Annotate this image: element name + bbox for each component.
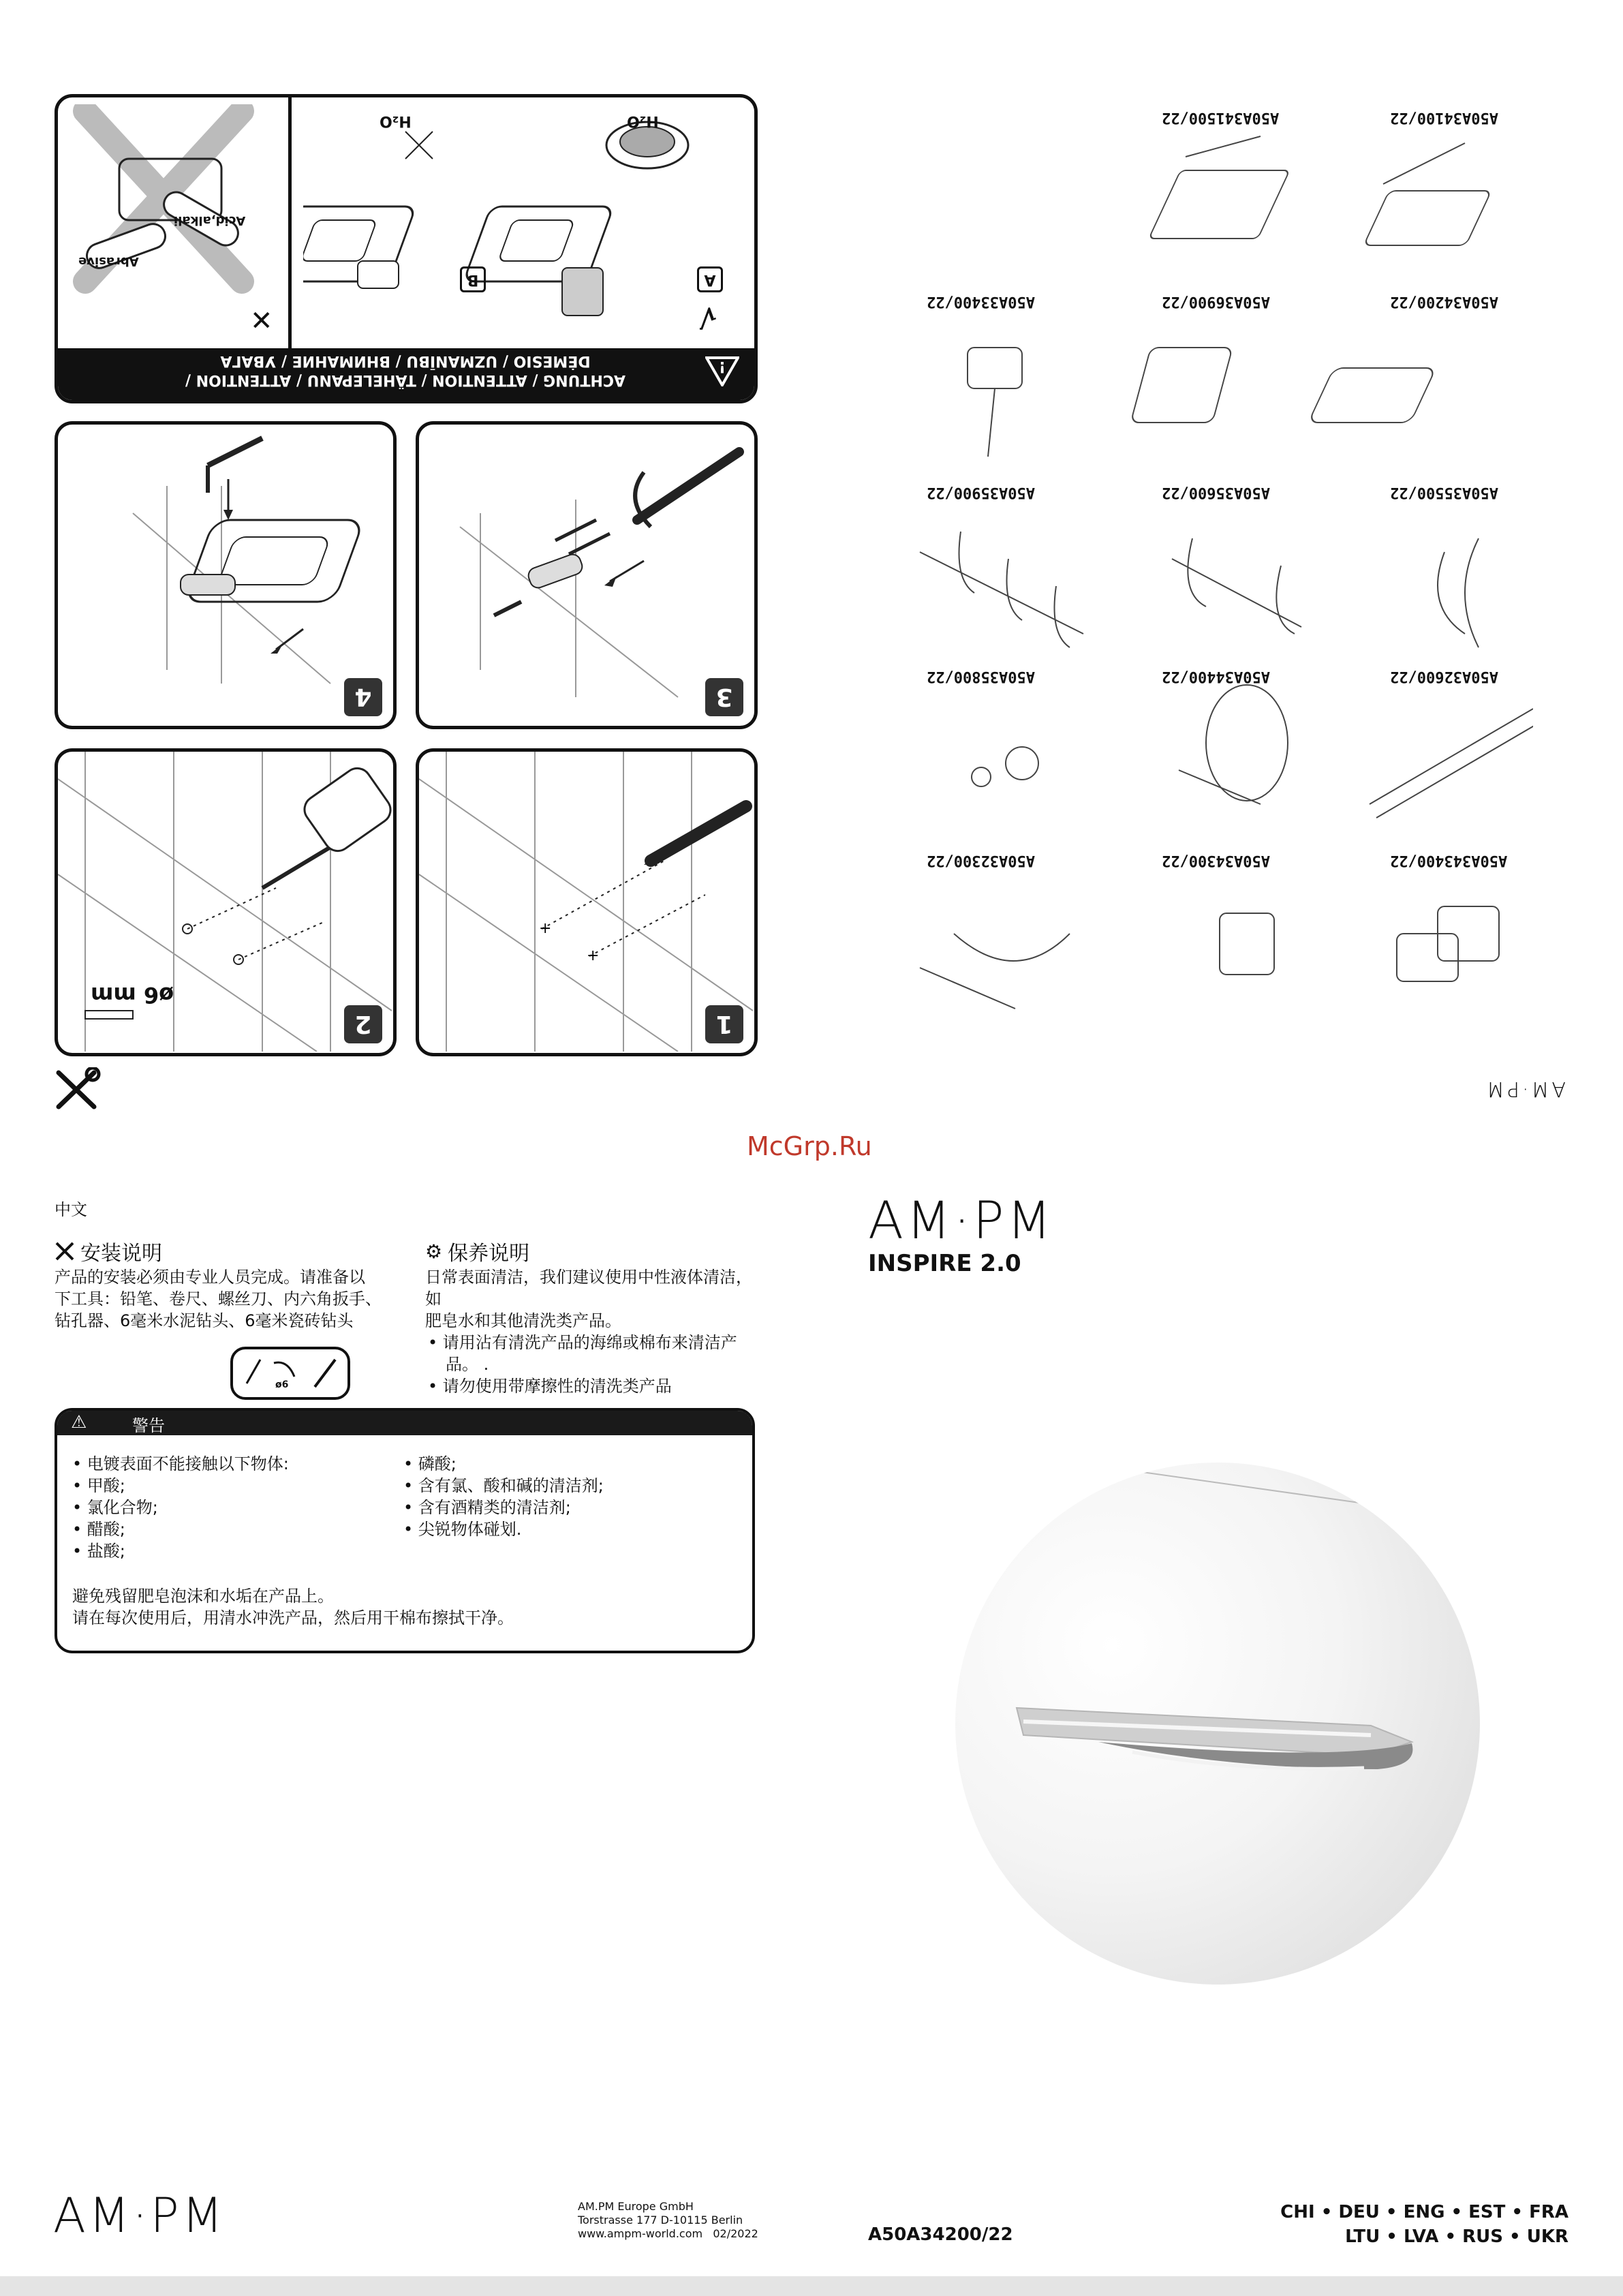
step-number: 2	[344, 1005, 382, 1043]
care-heading	[425, 1236, 766, 1266]
product-code: A50A33400/22	[927, 293, 1035, 310]
install-section	[55, 1236, 409, 1332]
care-warning-panel	[55, 94, 758, 403]
product-code: A50A341500/22	[1162, 109, 1280, 126]
product-code: A50A35800/22	[927, 668, 1035, 685]
product-code: A50A32600/22	[1390, 668, 1498, 685]
warning-title: ACHTUNG / ATTENTION / TÄHELEPANU / ATTENTION /	[185, 371, 626, 388]
acid-label: Acid,alkali	[174, 213, 246, 228]
language-list-line-1: CHI • DEU • ENG • EST • FRA	[1280, 2202, 1568, 2222]
product-drawings	[879, 116, 1533, 1022]
install-line-1: 产品的安装必须由专业人员完成。请准备以	[55, 1268, 365, 1287]
product-code: A50A343400/22	[1390, 852, 1508, 869]
tools-icon	[53, 1067, 101, 1112]
step-number: 1	[705, 1005, 743, 1043]
svg-text:+: +	[539, 920, 552, 937]
company-info	[578, 2200, 758, 2241]
language-label: 中文	[55, 1200, 87, 1219]
list-item: • 盐酸;	[72, 1540, 392, 1562]
info-triangle-icon	[705, 356, 739, 386]
small-flipped-logo: AM·PM	[1484, 1077, 1566, 1101]
warning-note-2: 请在每次使用后，用清水冲洗产品，然后用干棉布擦拭干净。	[72, 1608, 514, 1627]
list-item: • 甲酸;	[72, 1475, 392, 1497]
care-title: 保养说明	[448, 1242, 530, 1266]
list-item: • 尖锐物体碰划.	[403, 1518, 730, 1540]
list-item: • 磷酸;	[403, 1453, 730, 1475]
footer-logo: AM·PM	[53, 2188, 226, 2244]
install-line-2: 下工具：铅笔、卷尺、螺丝刀、内六角扳手、	[55, 1289, 382, 1308]
product-code: A50A36900/22	[1162, 293, 1270, 310]
drill-size-label: ø6 mm	[91, 982, 174, 1008]
check-mark: √	[700, 302, 717, 332]
series-title: INSPIRE 2.0	[868, 1250, 1021, 1277]
step-4-panel	[55, 421, 397, 729]
step-3-sketch	[419, 425, 753, 724]
care-line-1: 日常表面清洁，我们建议使用中性液体清洁，如	[425, 1268, 752, 1308]
h2o-label-1: H₂O	[380, 112, 412, 129]
svg-text:!: !	[718, 358, 726, 375]
install-title: 安装说明	[80, 1242, 162, 1266]
company-name: AM.PM Europe GmbH	[578, 2200, 694, 2213]
abrasive-label: Abrasive	[78, 254, 139, 269]
warning-header	[57, 1411, 752, 1435]
product-code: A50A35600/22	[1162, 484, 1270, 501]
care-bullet-1-cont: 品。 .	[446, 1355, 489, 1374]
product-code: A50A34300/22	[1162, 852, 1270, 869]
care-bullet-2: • 请勿使用带摩擦性的清洗类产品	[425, 1375, 766, 1397]
product-code: A50A35900/22	[927, 484, 1035, 501]
gear-icon: ⚙	[425, 1240, 443, 1263]
company-website[interactable]: www.ampm-world.com	[578, 2227, 703, 2240]
warning-left-list	[72, 1453, 392, 1562]
list-item: • 醋酸;	[72, 1518, 392, 1540]
step-1-sketch	[419, 752, 753, 1052]
warning-header-title: 警告	[132, 1416, 165, 1435]
tools-icon	[55, 1241, 75, 1261]
list-item: • 含有氯、酸和碱的清洁剂;	[403, 1475, 730, 1497]
label-a: A	[697, 266, 723, 292]
product-photo	[955, 1463, 1480, 1985]
warning-box	[55, 1408, 755, 1653]
install-heading	[55, 1236, 409, 1266]
h2o-label-2: H₂O	[627, 112, 659, 129]
step-2-panel	[55, 748, 397, 1056]
warning-right-list	[403, 1453, 730, 1540]
company-web-line	[578, 2227, 758, 2241]
step-4-sketch	[58, 425, 392, 724]
step-number: 3	[705, 678, 743, 716]
warning-triangle-icon: ⚠	[71, 1412, 87, 1433]
label-b: B	[460, 266, 486, 292]
warning-title-2: DĖMESIO / UZMANĪBU / ВНИМАНИЕ / УВАГА	[220, 352, 591, 369]
care-bullet-1: • 请用沾有清洗产品的海绵或棉布来清洁产	[425, 1332, 766, 1353]
watermark: McGrp.Ru	[747, 1131, 872, 1161]
cross-mark: ✕	[250, 303, 273, 335]
language-list-line-2: LTU • LVA • RUS • UKR	[1345, 2226, 1568, 2247]
company-address: Torstrasse 177 D-10115 Berlin	[578, 2214, 743, 2226]
care-line-2: 肥皂水和其他清洗类产品。	[425, 1311, 621, 1330]
step-3-panel	[416, 421, 758, 729]
list-item: • 电镀表面不能接触以下物体:	[72, 1453, 392, 1475]
article-number: A50A34200/22	[868, 2224, 1013, 2245]
svg-text:+: +	[587, 947, 600, 964]
tools-box	[230, 1347, 350, 1400]
allowed-cleaning-sketch	[303, 104, 746, 343]
product-code: A50A34100/22	[1390, 109, 1498, 126]
step-number: 4	[344, 678, 382, 716]
list-item: • 含有酒精类的清洁剂;	[403, 1497, 730, 1518]
product-code: A50A35500/22	[1390, 484, 1498, 501]
warning-note-1: 避免残留肥皂泡沫和水垢在产品上。	[72, 1587, 334, 1606]
doc-date: 02/2022	[713, 2227, 758, 2240]
product-code: A50A34400/22	[1162, 668, 1270, 685]
panel-divider	[288, 97, 292, 348]
bottom-rule	[0, 2276, 1623, 2296]
care-section	[425, 1236, 766, 1397]
list-item: • 氯化合物;	[72, 1497, 392, 1518]
product-code: A50A34200/22	[1390, 293, 1498, 310]
language-list	[1267, 2200, 1568, 2249]
install-line-3: 钻孔器、6毫米水泥钻头、6毫米瓷砖钻头	[55, 1311, 354, 1330]
tool-drill-label: ø6	[275, 1379, 289, 1390]
product-code: A50A32300/22	[927, 852, 1035, 869]
brand-logo: AM·PM	[868, 1190, 1055, 1251]
step-1-panel	[416, 748, 758, 1056]
